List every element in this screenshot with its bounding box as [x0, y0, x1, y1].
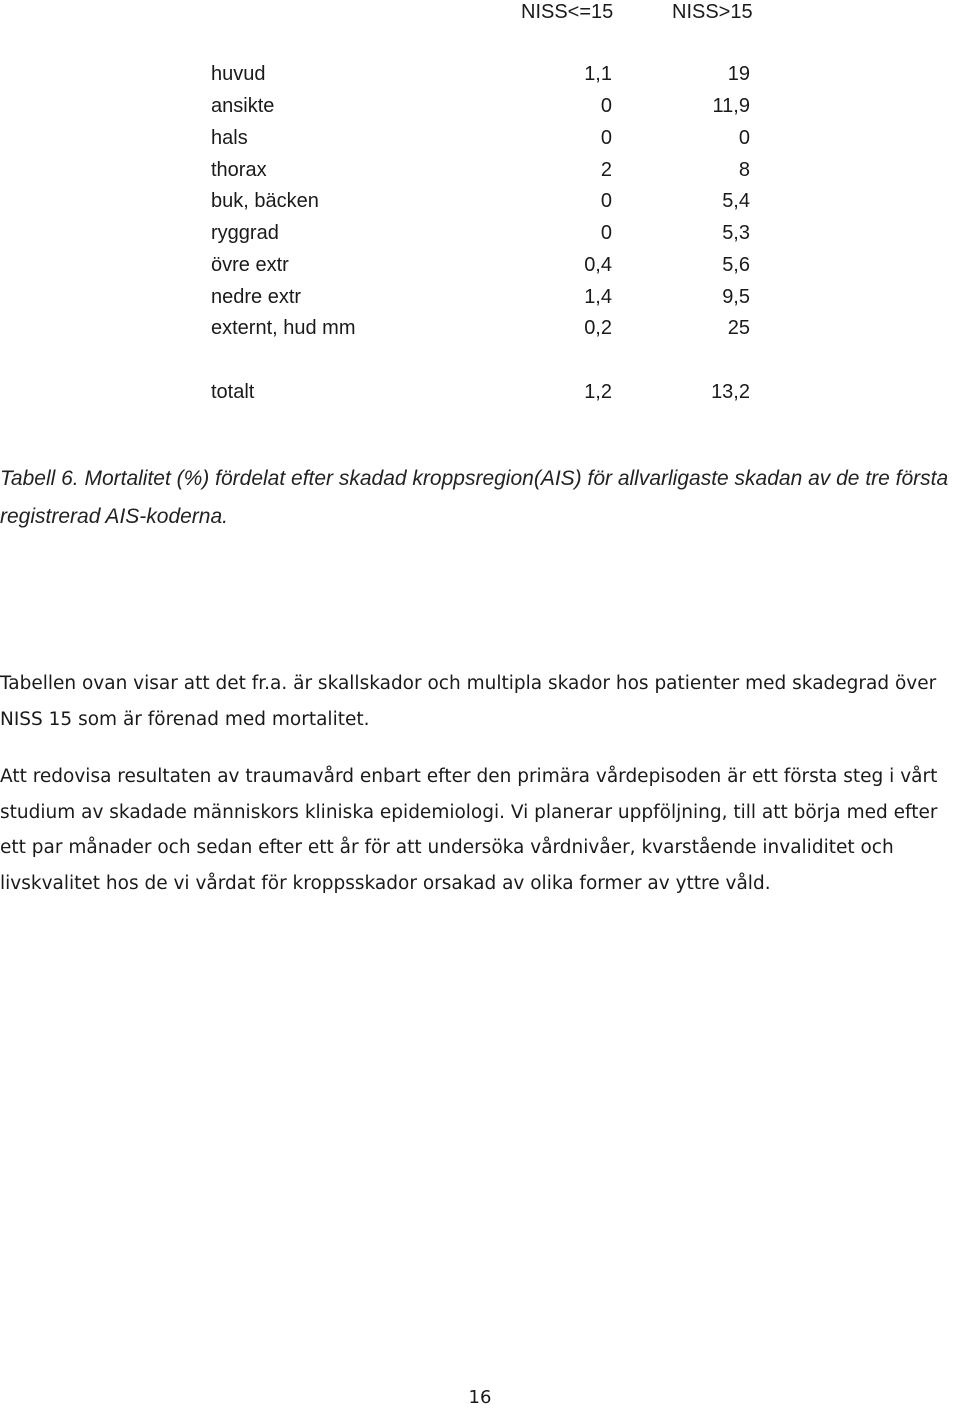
- row-value-niss-le15: 1,4: [584, 286, 612, 308]
- row-value-niss-le15: 0: [600, 95, 612, 117]
- table-row: [0, 94, 960, 126]
- page-number: 16: [468, 1387, 492, 1408]
- table-row: [0, 189, 960, 221]
- table-row: [0, 221, 960, 253]
- row-label: hals: [211, 127, 248, 149]
- total-label: totalt: [211, 381, 255, 403]
- total-value-niss-gt15: 13,2: [711, 381, 750, 403]
- row-value-niss-gt15: 9,5: [722, 286, 750, 308]
- body-paragraph: Att redovisa resultaten av traumavård enbart efter den primära vårdepisoden är ett första steg i vårt studium av skadade människors kliniska epidemiologi. Vi planerar uppföljning, till att börja med efter ett par månader och sedan efter ett år för att undersöka vårdnivåer, kvarstående invaliditet och livskvalitet hos de vi vårdat för kroppsskador orsakad av olika former av yttre våld.: [0, 766, 938, 894]
- table-total-row: [0, 380, 960, 412]
- row-label: ansikte: [211, 95, 275, 117]
- row-value-niss-le15: 0: [600, 222, 612, 244]
- row-value-niss-le15: 0,2: [584, 317, 612, 339]
- row-value-niss-gt15: 19: [727, 63, 750, 85]
- table-row: [0, 62, 960, 94]
- row-value-niss-le15: 0,4: [584, 254, 612, 276]
- row-value-niss-le15: 0: [600, 127, 612, 149]
- table-row: [0, 126, 960, 158]
- body-paragraph: Tabellen ovan visar att det fr.a. är skallskador och multipla skador hos patienter med skadegrad över NISS 15 som är förenad med mortalitet.: [0, 673, 937, 730]
- row-value-niss-gt15: 5,4: [722, 190, 750, 212]
- row-value-niss-gt15: 0: [738, 127, 750, 149]
- row-value-niss-le15: 1,1: [584, 63, 612, 85]
- table-header-niss-le15: NISS<=15: [521, 1, 614, 23]
- row-value-niss-gt15: 5,6: [722, 254, 750, 276]
- row-value-niss-le15: 0: [600, 190, 612, 212]
- row-label: thorax: [211, 159, 267, 181]
- row-value-niss-gt15: 8: [738, 159, 750, 181]
- total-value-niss-le15: 1,2: [584, 381, 612, 403]
- table-row: [0, 316, 960, 348]
- row-label: buk, bäcken: [211, 190, 319, 212]
- row-label: huvud: [211, 63, 266, 85]
- table-row: [0, 158, 960, 190]
- row-label: nedre extr: [211, 286, 302, 308]
- table-row: [0, 285, 960, 317]
- row-label: övre extr: [211, 254, 289, 276]
- row-value-niss-gt15: 25: [727, 317, 750, 339]
- row-label: externt, hud mm: [211, 317, 356, 339]
- table-row: [0, 253, 960, 285]
- row-label: ryggrad: [211, 222, 279, 244]
- row-value-niss-gt15: 11,9: [712, 95, 750, 117]
- table-header-niss-gt15: NISS>15: [672, 1, 753, 23]
- row-value-niss-gt15: 5,3: [722, 222, 750, 244]
- row-value-niss-le15: 2: [600, 159, 612, 181]
- table-caption: Tabell 6. Mortalitet (%) fördelat efter skadad kroppsregion(AIS) för allvarligaste skadan av de tre första registrerad AIS-koderna.: [0, 467, 949, 528]
